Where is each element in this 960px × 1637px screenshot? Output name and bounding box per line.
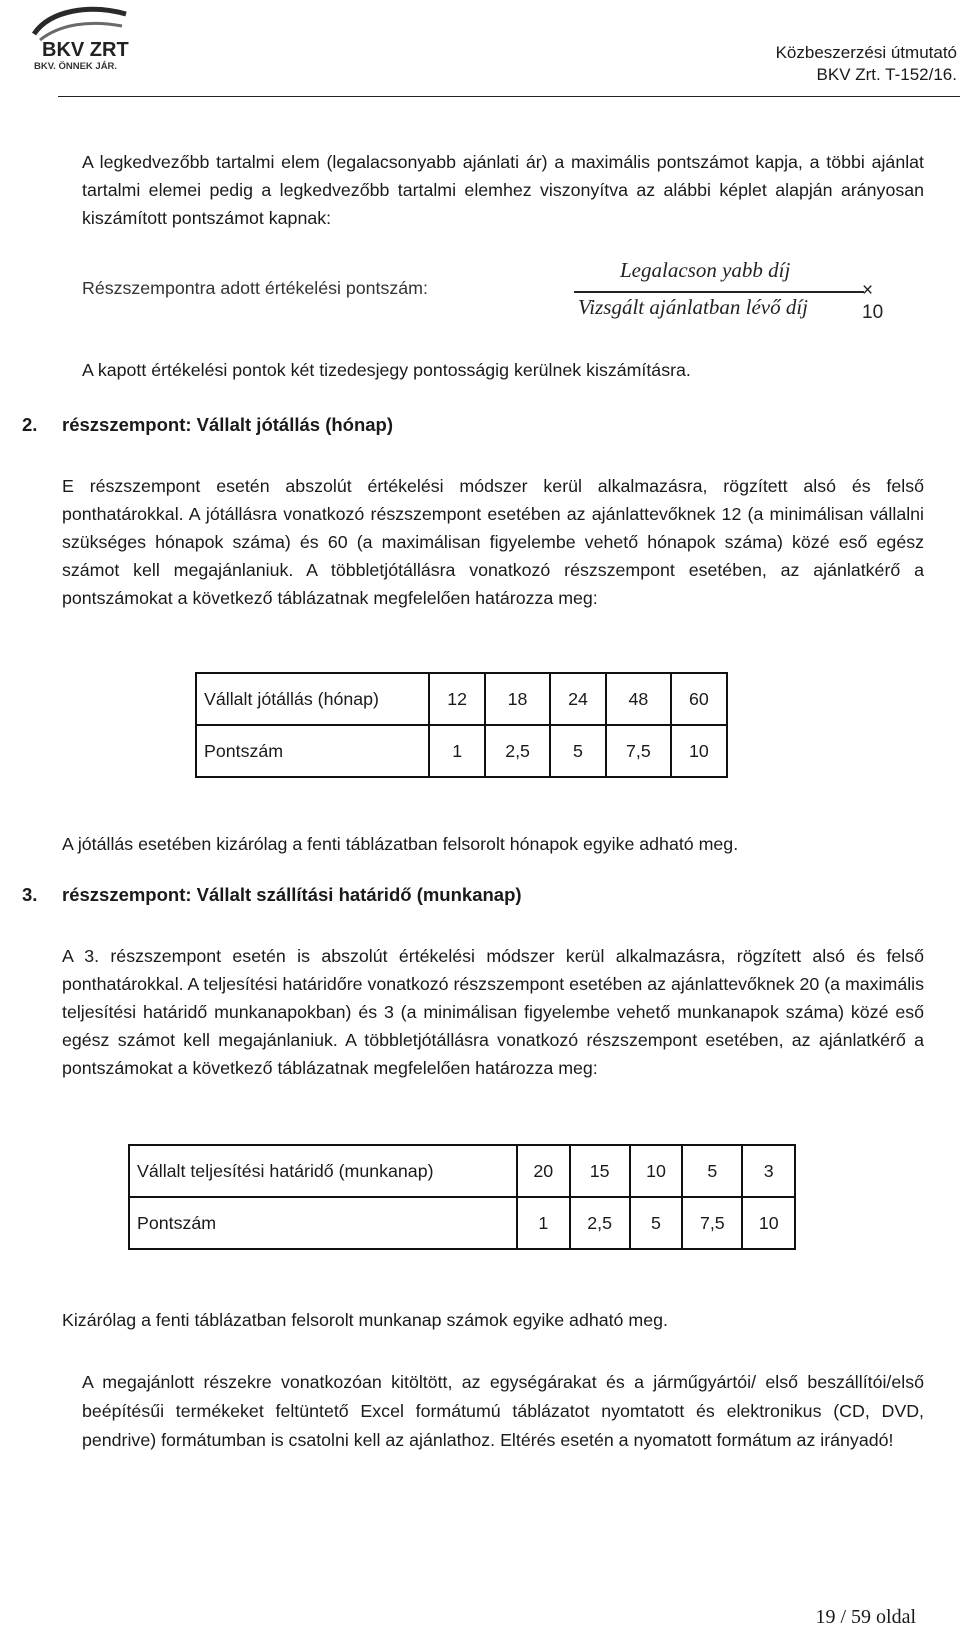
table-cell-label: Vállalt teljesítési határidő (munkanap) [129,1145,517,1197]
section-2-body: E részszempont esetén abszolút értékelési módszer kerül alkalmazásra, rögzített alsó és felső ponthatárokkal. A jótállásra vonatkozó részszempont esetében az ajánlattevőknek 12 (a minimálisan vállalni szükséges hónapok száma) és 60 (a maximálisan figyelembe vehető hónapok száma) közé eső egész számot kell megajánlaniuk. A többletjótállásra vonatkozó részszempont esetében, az ajánlatkérő a pontszámokat a következő táblázatnak megfelelően határozza meg: [62,476,924,608]
table-cell: 1 [429,725,485,777]
table-cell: 3 [742,1145,795,1197]
table-row [129,1145,795,1197]
table-cell: 48 [606,673,671,725]
table-cell: 10 [630,1145,683,1197]
page-header [0,0,960,100]
table-cell: 15 [570,1145,630,1197]
formula-multiplier: × 10 [862,280,884,323]
logo-text: BKV ZRT [42,39,129,61]
page-number: 19 / 59 oldal [815,1606,916,1628]
table-cell-label: Pontszám [129,1197,517,1249]
closing-paragraph: A megajánlott részekre vonatkozóan kitöltött, az egységárakat és a járműgyártói/ első beszállítói/első beépítésűi termékeket feltüntető Excel formátumú táblázatot nyomtatott és elektronikus (CD, DVD, pendrive) formátumban is csatolni kell az ajánlathoz. Eltérés esetén a nyomatott formátum az irányadó! [82,1372,924,1450]
rounding-note: A kapott értékelési pontok két tizedesjegy pontosságig kerülnek kiszámításra. [82,360,691,380]
table-cell: 24 [550,673,606,725]
fraction-bar [574,291,864,293]
table-cell: 5 [550,725,606,777]
formula-label: Részszempontra adott értékelési pontszám: [82,278,428,298]
section-2-title: részszempont: Vállalt jótállás (hónap) [62,414,394,435]
intro-paragraph: A legkedvezőbb tartalmi elem (legalacsonyabb ajánlati ár) a maximális pontszámot kapja, a többi ajánlat tartalmi elemei pedig a legkedvezőbb tartalmi elemhez viszonyítva az alábbi képlet alapján arányosan kiszámított pontszámot kapnak: [82,152,924,228]
section-3-number: 3. [22,884,38,905]
header-divider [58,96,960,97]
formula-denominator: Vizsgált ajánlatban lévő díj [578,295,809,319]
table-cell: 10 [671,725,727,777]
table-cell: 18 [485,673,550,725]
scoring-formula [82,258,882,338]
section-2-number: 2. [22,414,38,435]
table-cell: 1 [517,1197,570,1249]
table-cell-label: Vállalt jótállás (hónap) [196,673,429,725]
table-cell: 20 [517,1145,570,1197]
table-cell: 60 [671,673,727,725]
table-cell: 5 [682,1145,742,1197]
document-title: Közbeszerzési útmutató [775,43,957,62]
section-3-title: részszempont: Vállalt szállítási határidő (munkanap) [62,884,522,905]
document-reference: BKV Zrt. T-152/16. [816,65,957,84]
section-2-note: A jótállás esetében kizárólag a fenti táblázatban felsorolt hónapok egyike adható meg. [62,834,739,854]
header-info [776,42,957,86]
section-3-heading [22,884,522,906]
warranty-score-table [195,672,728,778]
table-cell: 7,5 [606,725,671,777]
section-3-body: A 3. részszempont esetén is abszolút értékelési módszer kerül alkalmazásra, rögzített alsó és felső ponthatárokkal. A teljesítési határidőre vonatkozó részszempont esetében az ajánlattevőknek 20 (a maximális teljesítési határidő munkanapokban) és 3 (a minimálisan figyelembe vehető munkanapok száma) közé eső egész számot kell megajánlaniuk. A többletjótállásra vonatkozó részszempont esetében, az ajánlatkérő a pontszámokat a következő táblázatnak megfelelően határozza meg: [62,946,924,1078]
section-2-heading [22,414,393,436]
table-cell: 7,5 [682,1197,742,1249]
table-cell: 10 [742,1197,795,1249]
logo-slogan: BKV. ÖNNEK JÁR. [34,61,118,72]
table-cell: 2,5 [570,1197,630,1249]
table-row [196,673,727,725]
table-cell-label: Pontszám [196,725,429,777]
formula-numerator: Legalacson yabb díj [620,258,791,282]
table-cell: 12 [429,673,485,725]
table-row [196,725,727,777]
bkv-logo [30,4,130,72]
table-cell: 2,5 [485,725,550,777]
delivery-score-table [128,1144,796,1250]
section-3-note: Kizárólag a fenti táblázatban felsorolt munkanap számok egyike adható meg. [62,1310,668,1330]
table-row [129,1197,795,1249]
table-cell: 5 [630,1197,683,1249]
